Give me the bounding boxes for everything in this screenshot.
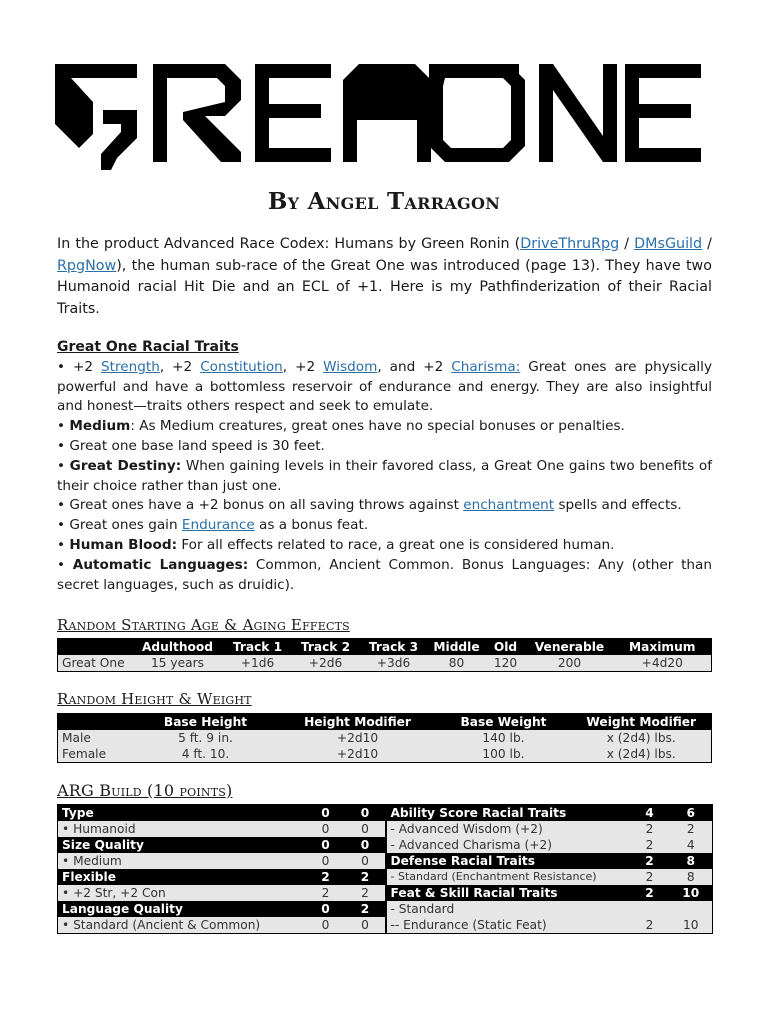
height-cell: x (2d4) lbs. — [572, 746, 712, 763]
trait-label: Human Blood: — [69, 536, 178, 553]
arg-right-label: - Advanced Wisdom (+2) — [386, 821, 630, 837]
intro-text-2: ), the human sub-race of the Great One was introduced (page 13). They have two Humanoid racial Hit Die and an ECL of +1. Here is my Pathfinderization of their Racial Traits. — [57, 257, 712, 317]
trait-text: Common, Ancient Common. Bonus Languages: Any (other than secret languages, such as druidic). — [57, 556, 712, 593]
table-row — [58, 869, 713, 885]
arg-left-label: • Standard (Ancient & Common) — [58, 917, 306, 934]
height-header-cell: Base Weight — [436, 714, 572, 731]
age-cell: +1d6 — [224, 655, 292, 672]
arg-left-a: 0 — [306, 917, 346, 934]
arg-left-a: 2 — [306, 885, 346, 901]
trait-label: Great Destiny: — [69, 457, 182, 474]
arg-right-a — [630, 901, 670, 917]
arg-right-label: -- Endurance (Static Feat) — [386, 917, 630, 934]
table-row — [58, 853, 713, 869]
arg-right-label: - Advanced Charisma (+2) — [386, 837, 630, 853]
trait-text: • +2 — [57, 358, 102, 375]
height-cell: x (2d4) lbs. — [572, 730, 712, 746]
age-header-cell: Venerable — [526, 639, 614, 656]
trait-text: When gaining levels in their favored class, a Great One gains two benefits of their choice rather than just one. — [57, 457, 713, 494]
height-cell: 100 lb. — [436, 746, 572, 763]
trait-label: Medium — [69, 418, 131, 435]
arg-left-a: 0 — [306, 821, 346, 837]
arg-left-a: 0 — [306, 901, 346, 917]
trait-text: • Great ones gain — [57, 517, 182, 534]
arg-right-b: 8 — [670, 869, 713, 885]
age-header-row — [58, 639, 712, 656]
age-cell: 15 years — [132, 655, 224, 672]
age-header-cell: Maximum — [614, 639, 712, 656]
trait-human-blood: • Human Blood: For all effects related to race, a great one is considered human. — [57, 536, 615, 553]
arg-left-label: • +2 Str, +2 Con — [58, 885, 306, 901]
trait-ability-scores — [57, 358, 712, 417]
height-cell: 140 lb. — [436, 730, 572, 746]
arg-right-a: 2 — [630, 821, 670, 837]
arg-right-label: Defense Racial Traits — [386, 853, 630, 869]
arg-left-b: 0 — [346, 821, 386, 837]
height-cell: 5 ft. 9 in. — [132, 730, 280, 746]
intro-paragraph — [57, 234, 712, 320]
table-row — [58, 730, 712, 746]
height-header-cell: Height Modifier — [280, 714, 436, 731]
trait-enchantment-save — [57, 496, 712, 516]
racial-traits-section — [57, 338, 712, 595]
table-row — [58, 746, 712, 763]
arg-left-b: 0 — [346, 917, 386, 934]
age-header-cell: Middle — [428, 639, 486, 656]
height-table — [57, 713, 712, 763]
arg-right-label: Ability Score Racial Traits — [386, 805, 630, 822]
link-charisma[interactable]: Charisma: — [451, 358, 521, 375]
trait-text: , +2 — [159, 358, 201, 375]
trait-text: spells and effects. — [554, 497, 682, 514]
age-cell: 200 — [526, 655, 614, 672]
arg-left-label: • Medium — [58, 853, 306, 869]
link-strength[interactable]: Strength — [101, 358, 160, 375]
table-row — [58, 885, 713, 901]
arg-left-b: 2 — [346, 869, 386, 885]
height-header-cell: Base Height — [132, 714, 280, 731]
arg-left-label: Language Quality — [58, 901, 306, 917]
arg-right-a: 2 — [630, 837, 670, 853]
arg-left-b: 2 — [346, 885, 386, 901]
arg-right-label: Feat & Skill Racial Traits — [386, 885, 630, 901]
arg-right-a: 2 — [630, 869, 670, 885]
intro-separator-2: / — [702, 236, 712, 252]
arg-left-a: 0 — [306, 805, 346, 822]
arg-left-a: 0 — [306, 837, 346, 853]
trait-medium: • Medium: As Medium creatures, great ones have no special bonuses or penalties. — [57, 418, 625, 435]
trait-text: Great ones are physically powerful and have a bottomless reservoir of endurance and energy. They are also insightful and honest—traits others respect and seek to emulate. — [57, 358, 712, 415]
trait-speed: • Great one base land speed is 30 feet. — [57, 437, 325, 454]
link-constitution[interactable]: Constitution — [200, 358, 283, 375]
link-endurance[interactable]: Endurance — [181, 517, 255, 534]
age-cell: 120 — [486, 655, 526, 672]
intro-text-1: In the product Advanced Race Codex: Humans by Green Ronin ( — [57, 236, 521, 252]
height-cell: Male — [58, 730, 132, 746]
trait-text: : As Medium creatures, great ones have no special bonuses or penalties. — [130, 418, 625, 435]
arg-right-b: 2 — [670, 821, 713, 837]
table-row — [58, 655, 712, 672]
height-cell: +2d10 — [280, 730, 436, 746]
height-cell: Female — [58, 746, 132, 763]
arg-right-b: 10 — [670, 917, 713, 934]
table-row — [58, 901, 713, 917]
link-wisdom[interactable]: Wisdom — [323, 358, 378, 375]
age-cell: +3d6 — [360, 655, 428, 672]
arg-left-a: 0 — [306, 853, 346, 869]
arg-build-table — [57, 804, 713, 934]
author-byline: By Angel Tarragon — [267, 188, 501, 215]
arg-right-label: - Standard (Enchantment Resistance) — [386, 869, 630, 885]
trait-text: as a bonus feat. — [254, 517, 369, 534]
arg-left-b: 0 — [346, 837, 386, 853]
arg-right-a: 2 — [630, 853, 670, 869]
age-header-cell: Track 1 — [224, 639, 292, 656]
trait-endurance — [57, 516, 712, 536]
arg-left-b: 2 — [346, 901, 386, 917]
arg-right-b: 8 — [670, 853, 713, 869]
table-row — [58, 821, 713, 837]
age-header-cell — [58, 639, 132, 656]
arg-left-label: Type — [58, 805, 306, 822]
arg-right-a: 2 — [630, 885, 670, 901]
age-cell: 80 — [428, 655, 486, 672]
arg-right-b: 6 — [670, 805, 713, 822]
arg-right-b: 4 — [670, 837, 713, 853]
age-header-cell: Track 2 — [292, 639, 360, 656]
link-rpgnow[interactable]: RpgNow — [57, 257, 117, 274]
arg-right-b: 10 — [670, 885, 713, 901]
age-section-title: Random Starting Age & Aging Effects — [57, 616, 350, 634]
trait-text: • Great ones have a +2 bonus on all saving throws against — [57, 497, 464, 514]
great-ones-logo — [55, 58, 703, 170]
trait-great-destiny: • Great Destiny: When gaining levels in their favored class, a Great One gains two benefits of their choice rather than just one. — [57, 457, 713, 494]
arg-right-label: - Standard — [386, 901, 630, 917]
trait-languages: • Automatic Languages: Common, Ancient Common. Bonus Languages: Any (other than secret languages, such as druidic). — [57, 556, 712, 593]
table-row — [58, 837, 713, 853]
height-cell: +2d10 — [280, 746, 436, 763]
age-header-cell: Track 3 — [360, 639, 428, 656]
intro-separator-1: / — [619, 236, 635, 252]
arg-left-a: 2 — [306, 869, 346, 885]
arg-right-a: 2 — [630, 917, 670, 934]
arg-left-label: Size Quality — [58, 837, 306, 853]
arg-left-b: 0 — [346, 805, 386, 822]
trait-label: Automatic Languages: — [72, 556, 249, 573]
table-row — [58, 805, 713, 822]
arg-right-b — [670, 901, 713, 917]
height-header-cell — [58, 714, 132, 731]
racial-traits-heading: Great One Racial Traits — [57, 339, 239, 355]
age-cell: Great One — [58, 655, 132, 672]
link-drivethrurpg[interactable]: DriveThruRpg — [520, 236, 620, 252]
link-dmsguild[interactable]: DMsGuild — [634, 236, 703, 252]
height-header-cell: Weight Modifier — [572, 714, 712, 731]
table-row — [58, 917, 713, 934]
link-enchantment[interactable]: enchantment — [463, 497, 555, 514]
trait-text: For all effects related to race, a great one is considered human. — [177, 536, 615, 553]
trait-text: , and +2 — [377, 358, 452, 375]
age-cell: +2d6 — [292, 655, 360, 672]
age-cell: +4d20 — [614, 655, 712, 672]
arg-left-b: 0 — [346, 853, 386, 869]
age-header-cell: Old — [486, 639, 526, 656]
height-cell: 4 ft. 10. — [132, 746, 280, 763]
arg-left-label: Flexible — [58, 869, 306, 885]
age-table — [57, 638, 712, 672]
trait-text: , +2 — [282, 358, 324, 375]
arg-section-title: ARG Build (10 points) — [57, 781, 233, 800]
arg-left-label: • Humanoid — [58, 821, 306, 837]
age-header-cell: Adulthood — [132, 639, 224, 656]
arg-right-a: 4 — [630, 805, 670, 822]
height-header-row — [58, 714, 712, 731]
height-section-title: Random Height & Weight — [57, 690, 252, 708]
